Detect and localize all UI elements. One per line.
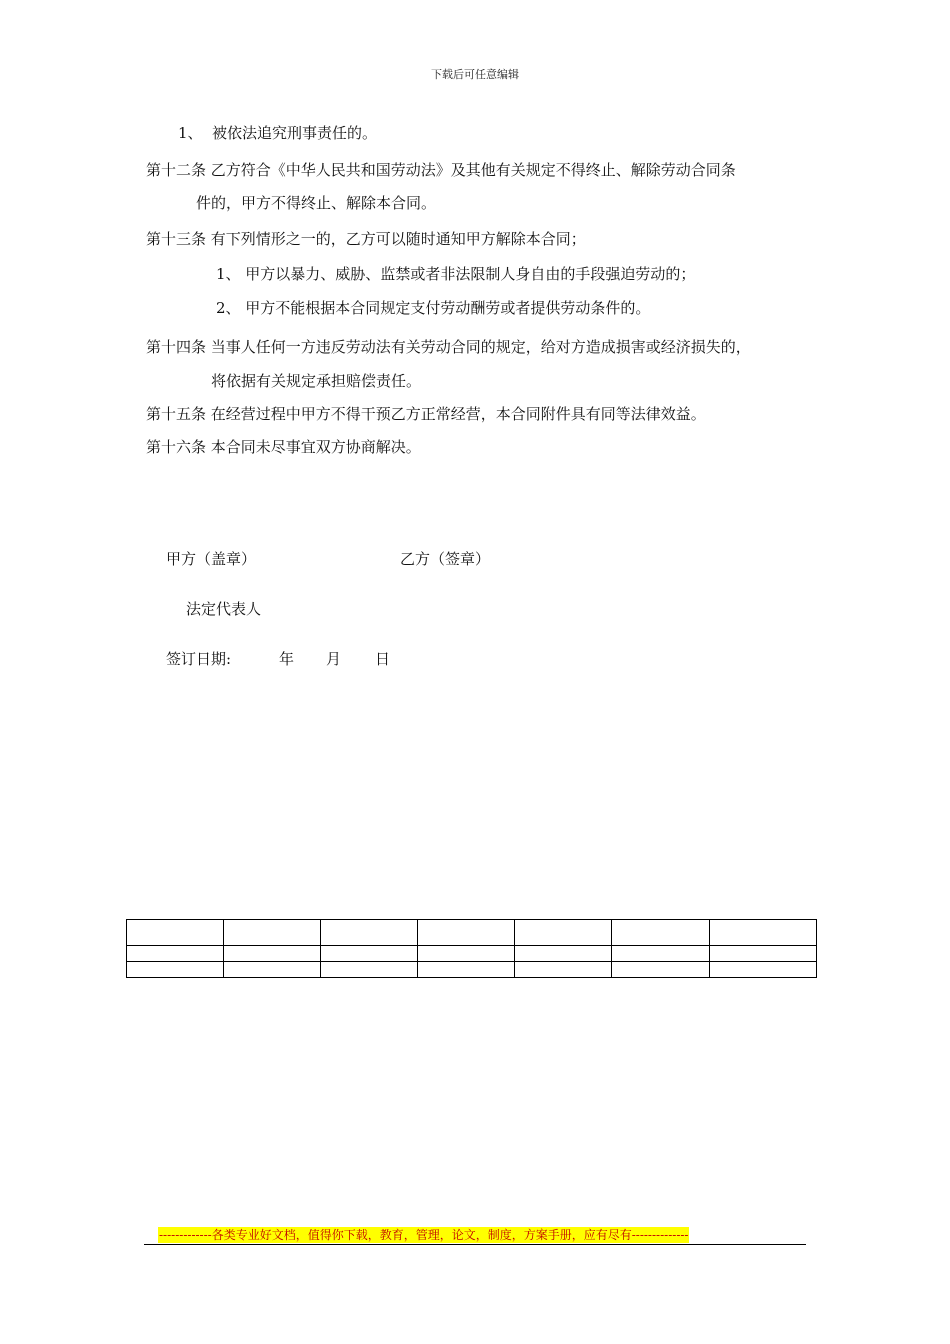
table-cell [418, 946, 515, 962]
sign-date-month: 月 [326, 650, 342, 668]
table-cell [515, 962, 612, 978]
legal-representative: 法定代表人 [186, 600, 262, 618]
table-row [127, 946, 817, 962]
table-cell [127, 962, 224, 978]
sign-date-year: 年 [279, 650, 295, 668]
article-13-item1: 1、 甲方以暴力、威胁、监禁或者非法限制人身自由的手段强迫劳动的； [216, 265, 696, 283]
table-cell [224, 920, 321, 946]
party-b-seal: 乙方（签章） [400, 550, 491, 568]
footer-banner: -------------各类专业好文档，值得你下载，教育，管理，论文，制度，方案手册，应有尽有-------------- [159, 1228, 689, 1242]
table-row [127, 920, 817, 946]
article-14-line1: 第十四条 当事人任何一方违反劳动法有关劳动合同的规定，给对方造成损害或经济损失的， [146, 338, 751, 356]
table-cell [515, 920, 612, 946]
article-13: 第十三条 有下列情形之一的，乙方可以随时通知甲方解除本合同； [146, 230, 586, 248]
table-cell [710, 946, 817, 962]
table-cell [321, 920, 418, 946]
table-cell [127, 920, 224, 946]
table-cell [224, 962, 321, 978]
table-cell [612, 946, 710, 962]
article-13-item2: 2、 甲方不能根据本合同规定支付劳动酬劳或者提供劳动条件的。 [216, 299, 651, 317]
table-cell [515, 946, 612, 962]
table-cell [612, 920, 710, 946]
table-cell [321, 946, 418, 962]
footer-rule [144, 1244, 806, 1245]
article-15: 第十五条 在经营过程中甲方不得干预乙方正常经营，本合同附件具有同等法律效益。 [146, 405, 706, 423]
table-cell [418, 920, 515, 946]
article-12-line1: 第十二条 乙方符合《中华人民共和国劳动法》及其他有关规定不得终止、解除劳动合同条 [146, 161, 736, 179]
table-cell [612, 962, 710, 978]
article-14-line2: 将依据有关规定承担赔偿责任。 [211, 372, 422, 390]
item-1-prefix: 1、 [178, 124, 203, 142]
table-cell [710, 920, 817, 946]
table-cell [321, 962, 418, 978]
table-row [127, 962, 817, 978]
item-1-text: 被依法追究刑事责任的。 [212, 124, 378, 142]
sign-date-label: 签订日期: [166, 650, 232, 668]
table-cell [710, 962, 817, 978]
table-cell [127, 946, 224, 962]
article-12-line2: 件的，甲方不得终止、解除本合同。 [196, 194, 437, 212]
article-16: 第十六条 本合同未尽事宜双方协商解决。 [146, 438, 421, 456]
empty-form-table [126, 919, 817, 978]
sign-date-day: 日 [375, 650, 391, 668]
table-cell [418, 962, 515, 978]
party-a-seal: 甲方（盖章） [166, 550, 257, 568]
table-cell [224, 946, 321, 962]
header-note: 下载后可任意编辑 [431, 68, 519, 81]
